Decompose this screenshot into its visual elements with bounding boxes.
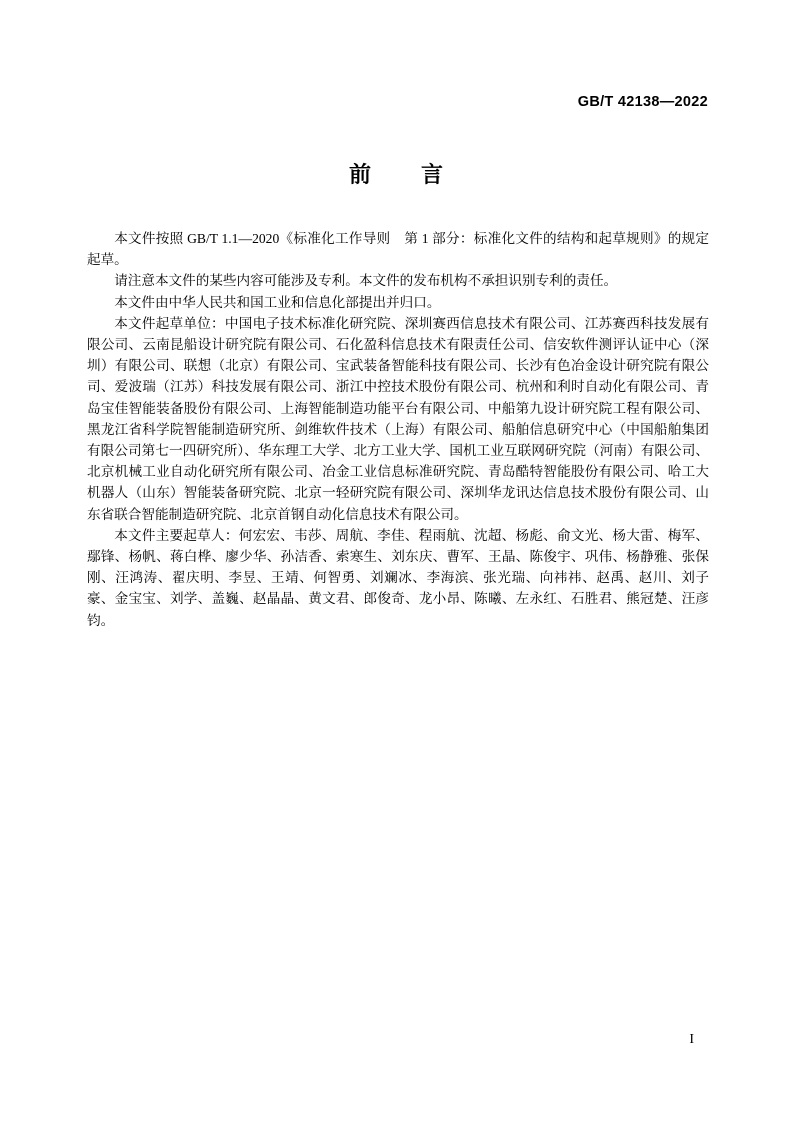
paragraph-proposing-body: 本文件由中华人民共和国工业和信息化部提出并归口。: [114, 294, 441, 310]
paragraph-drafting-rules: 本文件按照 GB/T 1.1—2020《标准化工作导则 第 1 部分：标准化文件的结构和起草规则》的规定起草。: [87, 231, 709, 268]
paragraph-patent-notice: 请注意本文件的某些内容可能涉及专利。本文件的发布机构不承担识别专利的责任。: [114, 273, 618, 289]
paragraph-main-drafters: 本文件主要起草人：何宏宏、韦莎、周航、李佳、程雨航、沈超、杨彪、俞文光、杨大雷、梅军、鄢锋、杨帆、蒋白桦、廖少华、孙洁香、索寒生、刘东庆、曹军、王晶、陈俊宇、巩伟、杨静雅、张保刚、汪鸿涛、翟庆明、李昱、王靖、何智勇、刘斓冰、李海滨、张光瑞、向祎祎、赵禹、赵川、刘子豪、金宝宝、刘学、盖巍、赵晶晶、黄文君、郎俊奇、龙小昂、陈曦、左永红、石胜君、熊冠楚、汪彦钧。: [87, 527, 709, 628]
standard-number: GB/T 42138—2022: [577, 94, 708, 110]
page-number: I: [689, 1032, 694, 1047]
paragraph-drafting-organizations: 本文件起草单位：中国电子技术标准化研究院、深圳赛西信息技术有限公司、江苏赛西科技发展有限公司、云南昆船设计研究院有限公司、石化盈科信息技术有限责任公司、信安软件测评认证中心（深圳）有限公司、联想（北京）有限公司、宝武装备智能科技有限公司、长沙有色冶金设计研究院有限公司、爱波瑞（江苏）科技发展有限公司、浙江中控技术股份有限公司、杭州和利时自动化有限公司、青岛宝佳智能装备股份有限公司、上海智能制造功能平台有限公司、中船第九设计研究院工程有限公司、黑龙江省科学院智能制造研究所、剑维软件技术（上海）有限公司、船舶信息研究中心（中国船舶集团有限公司第七一四研究所）、华东理工大学、北方工业大学、国机工业互联网研究院（河南）有限公司、北京机械工业自动化研究所有限公司、冶金工业信息标准研究院、青岛酷特智能股份有限公司、哈工大机器人（山东）智能装备研究院、北京一轻研究院有限公司、深圳华龙讯达信息技术股份有限公司、山东省联合智能制造研究院、北京首钢自动化信息技术有限公司。: [87, 315, 709, 522]
document-body: [87, 228, 709, 631]
page-title: 前 言: [348, 162, 445, 187]
